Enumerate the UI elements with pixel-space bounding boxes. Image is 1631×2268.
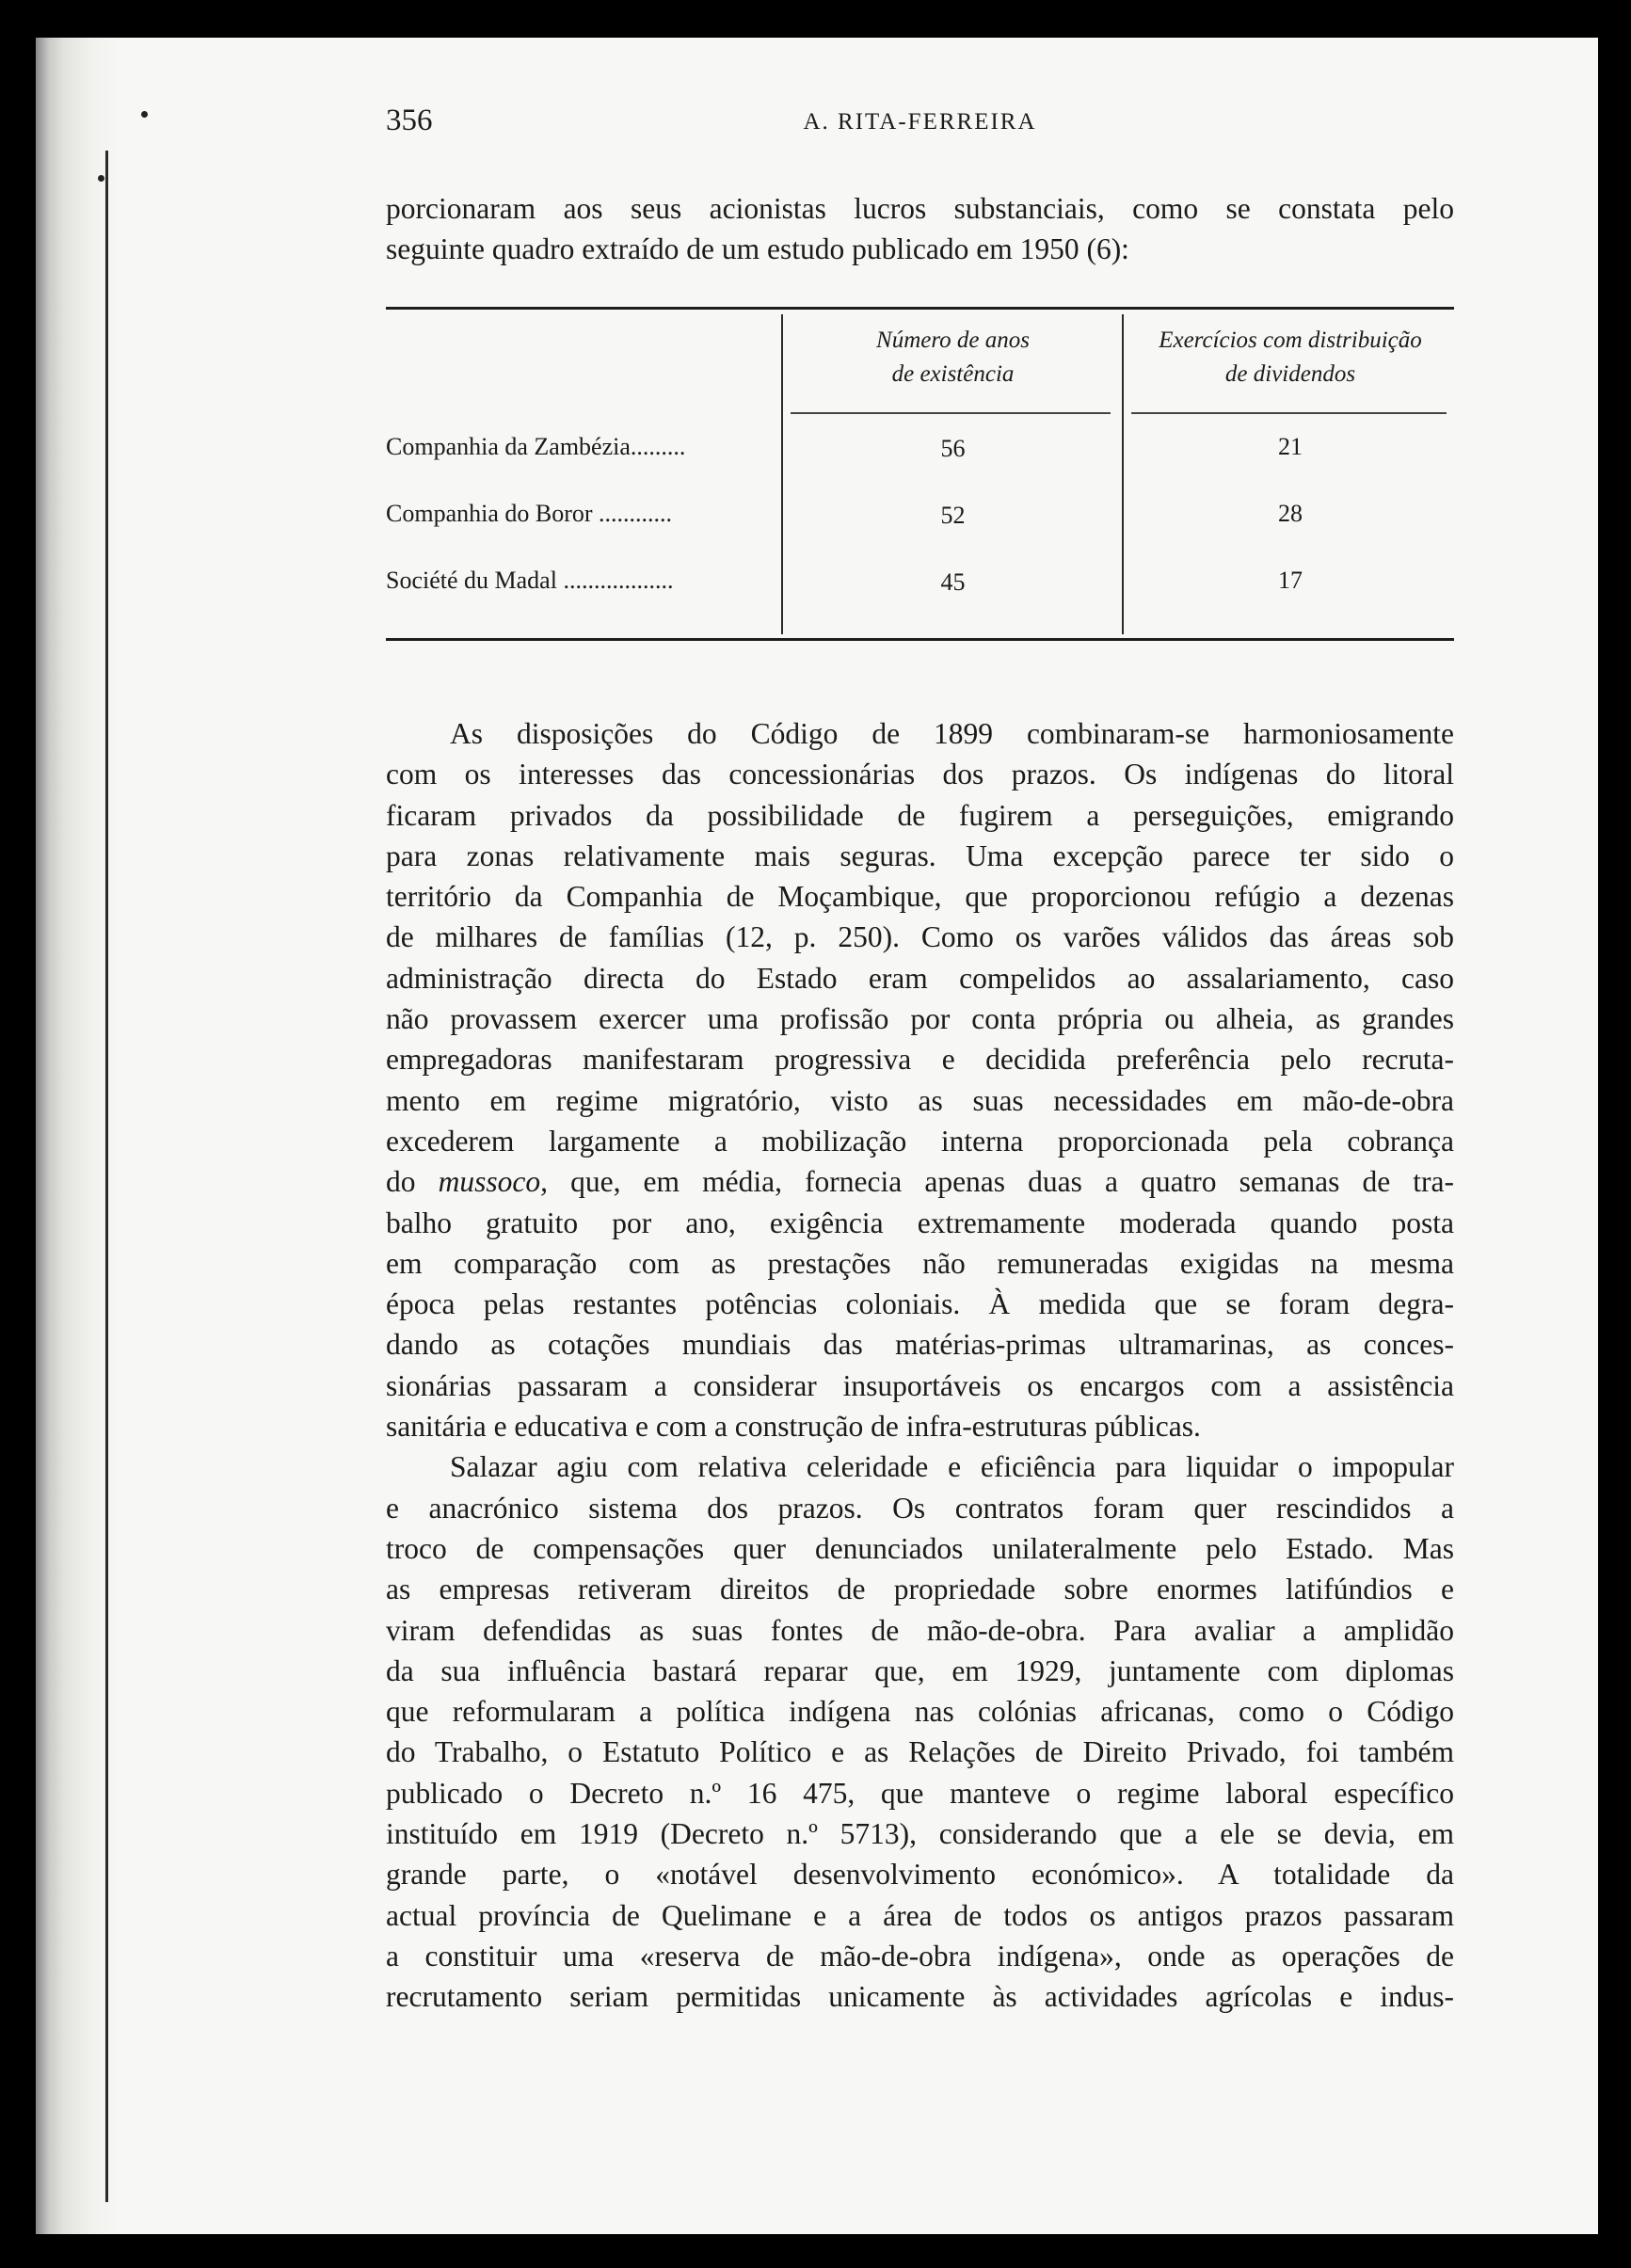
text-line: administração directa do Estado eram compelidos ao assalariamento, caso xyxy=(386,961,1454,995)
text-line: do Trabalho, o Estatuto Político e as Relações de Direito Privado, foi também xyxy=(386,1735,1454,1769)
text-line: sanitária e educativa e com a construção de infra-estruturas públicas. xyxy=(386,1410,1201,1444)
header-line: de existência xyxy=(891,361,1015,387)
running-head: A. RITA-FERREIRA xyxy=(803,109,1037,135)
cell-dividends: 21 xyxy=(1278,433,1303,460)
body-text xyxy=(386,713,1454,2018)
page-header xyxy=(386,104,1454,151)
cell-years: 45 xyxy=(940,568,966,596)
text-line: viram defendidas as suas fontes de mão-de-obra. Para avaliar a amplidão xyxy=(386,1613,1454,1647)
row-label: Société du Madal .................. xyxy=(386,567,674,594)
text-line: ficaram privados da possibilidade de fugirem a perseguições, emigrando xyxy=(386,798,1454,832)
table-header-years xyxy=(786,324,1120,391)
text-line: da sua influência bastará reparar que, em 1929, juntamente com diplomas xyxy=(386,1653,1454,1687)
text-line: empregadoras manifestaram progressiva e decidida preferência pelo recruta- xyxy=(386,1043,1454,1077)
table-column-rule xyxy=(1122,314,1124,634)
text-line: para zonas relativamente mais seguras. Uma excepção parece ter sido o xyxy=(386,839,1454,872)
text-line: a constituir uma «reserva de mão-de-obra indígena», onde as operações de xyxy=(386,1939,1454,1973)
text-line: instituído em 1919 (Decreto n.º 5713), considerando que a ele se devia, em xyxy=(386,1817,1454,1851)
text-line: seguinte quadro extraído de um estudo publicado em 1950 (6): xyxy=(386,232,1129,266)
cell-dividends: 28 xyxy=(1278,500,1303,527)
text-fragment: que, em média, fornecia apenas duas a quatro semanas de tra- xyxy=(547,1165,1454,1199)
text-line: excederem largamente a mobilização interna proporcionada pela cobrança xyxy=(386,1124,1454,1158)
cell-dividends: 17 xyxy=(1278,567,1303,594)
table-column-rule xyxy=(781,314,783,634)
text-line: de milhares de famílias (12, p. 250). Como os varões válidos das áreas sob xyxy=(386,920,1454,954)
text-line: actual província de Quelimane e a área de todos os antigos prazos passaram xyxy=(386,1898,1454,1932)
text-line: Salazar agiu com relativa celeridade e eficiência para liquidar o impopular xyxy=(450,1450,1454,1484)
table-header-dividends xyxy=(1127,324,1454,391)
text-line: troco de compensações quer denunciados unilateralmente pelo Estado. Mas xyxy=(386,1531,1454,1565)
page-number: 356 xyxy=(386,104,433,137)
intro-paragraph xyxy=(386,188,1454,270)
text-line: que reformularam a política indígena nas colónias africanas, como o Código xyxy=(386,1695,1454,1729)
text-line: em comparação com as prestações não remuneradas exigidas na mesma xyxy=(386,1246,1454,1280)
row-label: Companhia da Zambézia......... xyxy=(386,433,686,460)
text-line: não provassem exercer uma profissão por conta própria ou alheia, as grandes xyxy=(386,1002,1454,1036)
table-top-rule xyxy=(386,307,1454,310)
text-line: publicado o Decreto n.º 16 475, que manteve o regime laboral específico xyxy=(386,1776,1454,1810)
row-label: Companhia do Boror ............ xyxy=(386,500,673,527)
text-line: as empresas retiveram direitos de propriedade sobre enormes latifúndios e xyxy=(386,1573,1454,1606)
text-line: balho gratuito por ano, exigência extremamente moderada quando posta xyxy=(386,1206,1454,1239)
cell-years: 56 xyxy=(940,435,966,462)
binding-line xyxy=(105,151,108,2202)
text-line: e anacrónico sistema dos prazos. Os contratos foram quer rescindidos a xyxy=(386,1491,1454,1525)
table-bottom-rule xyxy=(386,638,1454,641)
text-fragment: do xyxy=(386,1165,439,1199)
text-line: dando as cotações mundiais das matérias-primas ultramarinas, as conces- xyxy=(386,1328,1454,1362)
text-line: mento em regime migratório, visto as suas necessidades em mão-de-obra xyxy=(386,1083,1454,1117)
binding-dot xyxy=(141,111,148,118)
cell-years: 52 xyxy=(940,502,966,529)
text-line: época pelas restantes potências coloniais. À medida que se foram degra- xyxy=(386,1287,1454,1321)
text-line: grande parte, o «notável desenvolvimento económico». A totalidade da xyxy=(386,1858,1454,1892)
header-line: Exercícios com distribuição xyxy=(1159,327,1422,353)
text-line: porcionaram aos seus acionistas lucros substanciais, como se constata pelo xyxy=(386,192,1454,225)
header-underline xyxy=(1131,412,1447,414)
text-line: sionárias passaram a considerar insuportáveis os encargos com a assistência xyxy=(386,1368,1454,1402)
text-line: território da Companhia de Moçambique, que proporcionou refúgio a dezenas xyxy=(386,880,1454,914)
text-line: com os interesses das concessionárias dos prazos. Os indígenas do litoral xyxy=(386,758,1454,791)
italic-term: mussoco, xyxy=(438,1165,548,1199)
dividends-table xyxy=(386,307,1454,641)
text-line: As disposições do Código de 1899 combinaram-se harmoniosamente xyxy=(450,717,1454,750)
text-line: recrutamento seriam permitidas unicamente às actividades agrícolas e indus- xyxy=(386,1980,1454,2014)
header-line: de dividendos xyxy=(1224,361,1356,387)
text-line-mussoco xyxy=(386,1161,1454,1202)
header-underline xyxy=(791,412,1111,414)
header-line: Número de anos xyxy=(876,327,1030,353)
binding-dot xyxy=(98,175,104,182)
